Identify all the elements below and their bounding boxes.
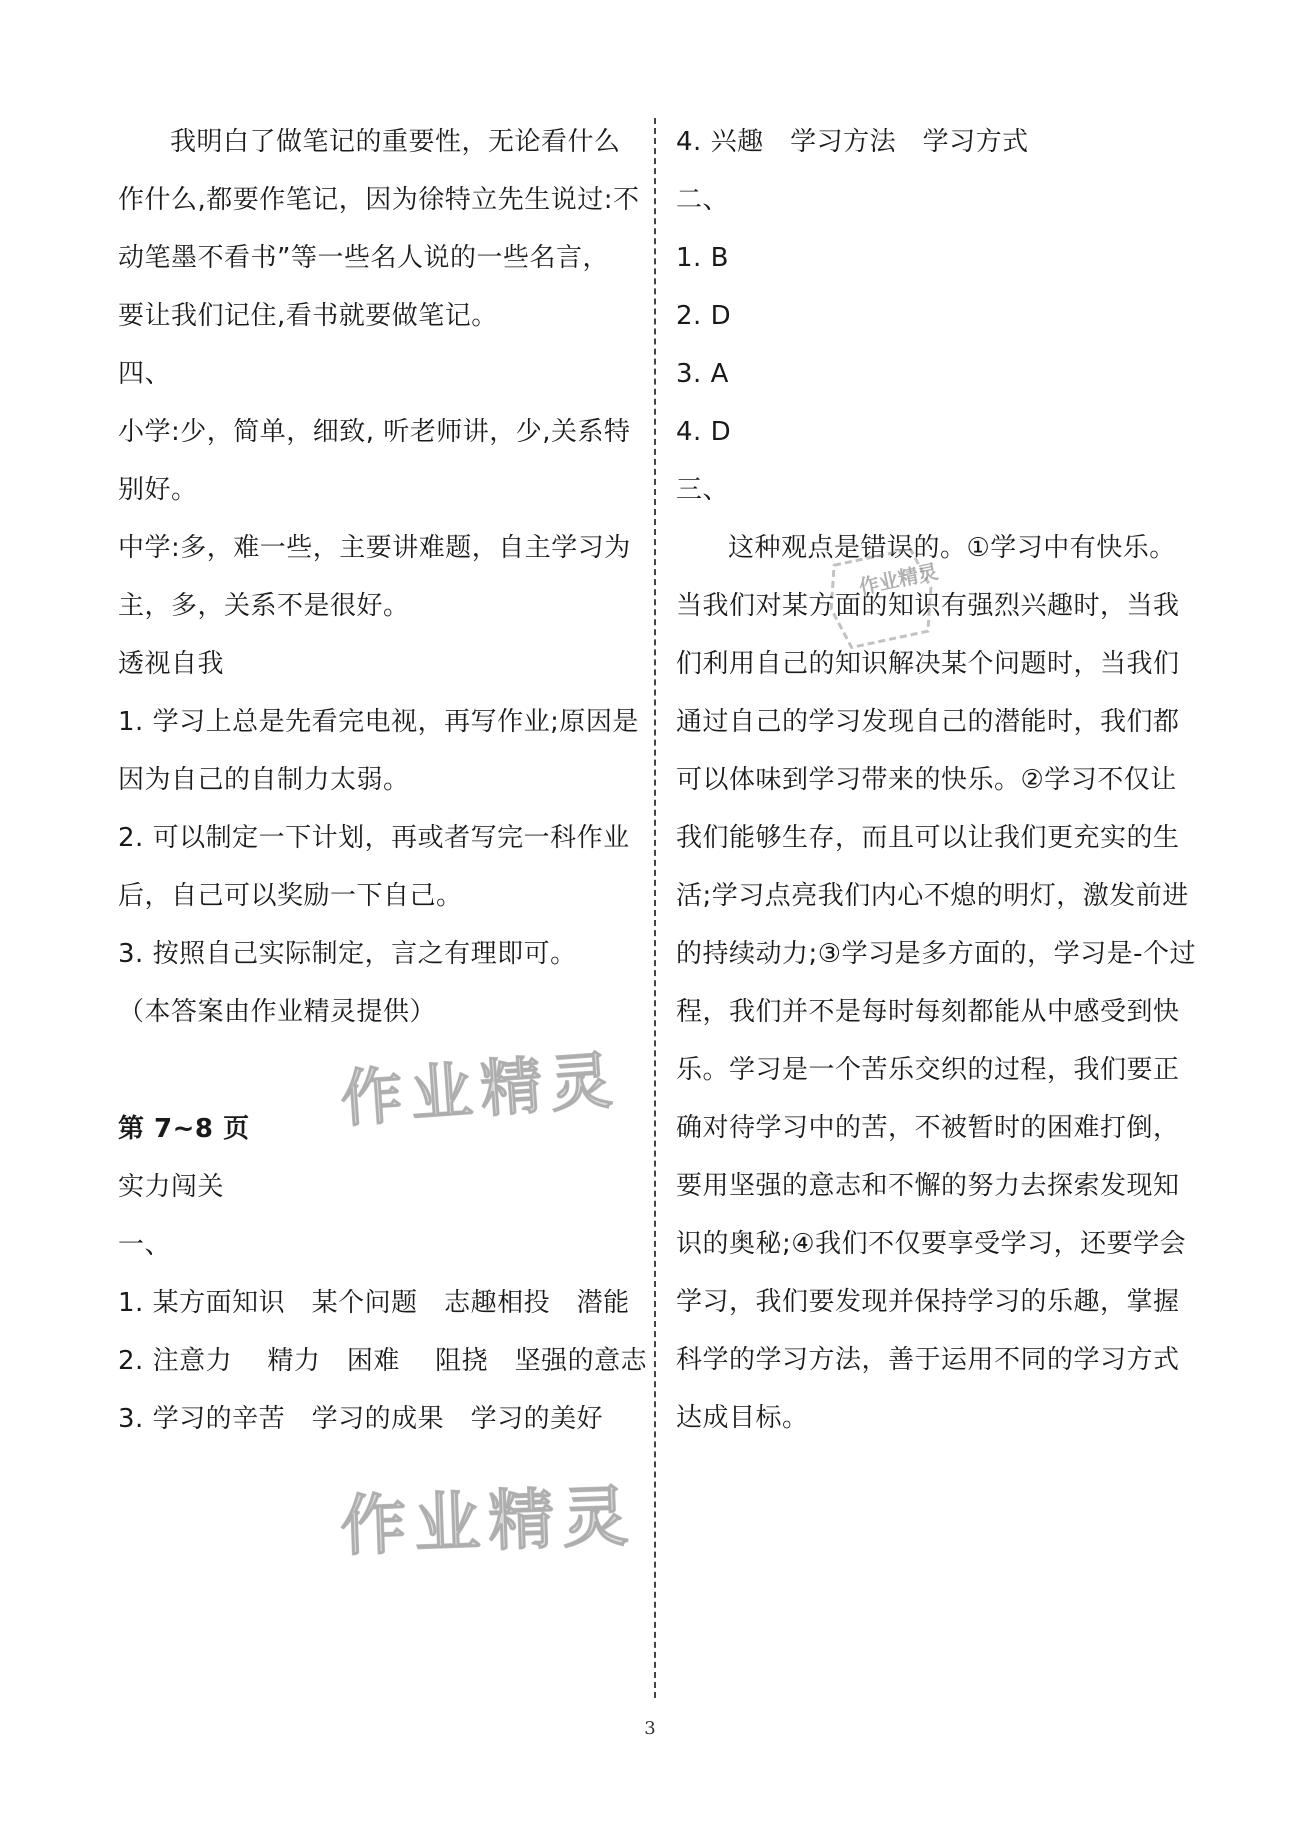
text-line: 四、 [118,359,172,389]
text-line: 通过自己的学习发现自己的潜能时，我们都 [676,707,1180,737]
text-line: 我明白了做笔记的重要性，无论看什么 [170,127,621,157]
text-line: 达成目标。 [676,1403,809,1433]
text-line: 3. A [676,359,729,389]
text-line: 1. B [676,243,729,273]
text-line: 1. 某方面知识 某个问题 志趣相投 潜能 [118,1288,630,1318]
text-line: 后，自己可以奖励一下自己。 [118,881,463,911]
text-line: 因为自己的自制力太弱。 [118,765,410,795]
text-line: 一、 [118,1230,172,1260]
text-line: 4. D [676,417,732,447]
text-line: 当我们对某方面的知识有强烈兴趣时，当我 [676,591,1180,621]
text-line: 2. 注意力 精力 困难 阻挠 坚强的意志 [118,1346,648,1376]
text-line: 这种观点是错误的。①学习中有快乐。 [728,533,1176,563]
text-line: 要用坚强的意志和不懈的努力去探索发现知 [676,1171,1180,1201]
text-line: 别好。 [118,475,198,505]
text-line: 实力闯关 [118,1172,225,1202]
text-line: 三、 [676,475,730,505]
text-line: 作什么,都要作笔记，因为徐特立先生说过:不 [118,185,640,215]
text-line: 可以体味到学习带来的快乐。②学习不仅让 [676,765,1177,795]
page-number: 3 [644,1718,656,1739]
text-line: 3. 按照自己实际制定，言之有理即可。 [118,939,577,969]
text-line: 要让我们记住,看书就要做笔记。 [118,301,498,331]
text-line: （本答案由作业精灵提供） [118,997,437,1027]
text-line: 的持续动力;③学习是多方面的，学习是-个过 [676,939,1196,969]
text-line: 识的奥秘;④我们不仅要享受学习，还要学会 [676,1229,1187,1259]
text-line: 4. 兴趣 学习方法 学习方式 [676,127,1029,157]
watermark: 作业精灵 [338,1477,638,1566]
text-line: 主，多，关系不是很好。 [118,591,410,621]
text-line: 透视自我 [118,649,225,679]
text-line: 学习，我们要发现并保持学习的乐趣，掌握 [676,1287,1180,1317]
text-line: 小学:少，简单，细致, 听老师讲，少,关系特 [118,417,631,447]
text-line: 2. D [676,301,732,331]
section-heading: 第 7~8 页 [118,1114,250,1144]
text-line: 程，我们并不是每时每刻都能从中感受到快 [676,997,1180,1027]
text-line: 2. 可以制定一下计划，再或者写完一科作业 [118,823,630,853]
text-line: 确对待学习中的苦，不被暂时的困难打倒， [676,1113,1180,1143]
text-line: 乐。学习是一个苦乐交织的过程，我们要正 [676,1055,1180,1085]
text-line: 二、 [676,185,730,215]
text-line: 活;学习点亮我们内心不熄的明灯，激发前进 [676,881,1189,911]
text-line: 科学的学习方法，善于运用不同的学习方式 [676,1345,1180,1375]
watermark: 作业精灵 [338,1043,623,1136]
text-line: 动笔墨不看书”等一些名人说的一些名言， [118,243,609,273]
text-line: 1. 学习上总是先看完电视，再写作业;原因是 [118,707,639,737]
column-divider [654,118,656,1698]
text-line: 们利用自己的知识解决某个问题时，当我们 [676,649,1180,679]
text-line: 中学:多，难一些，主要讲难题，自主学习为 [118,533,631,563]
text-line: 3. 学习的辛苦 学习的成果 学习的美好 [118,1404,604,1434]
stamp-label: 作业精灵 [856,559,941,600]
text-line: 我们能够生存，而且可以让我们更充实的生 [676,823,1180,853]
